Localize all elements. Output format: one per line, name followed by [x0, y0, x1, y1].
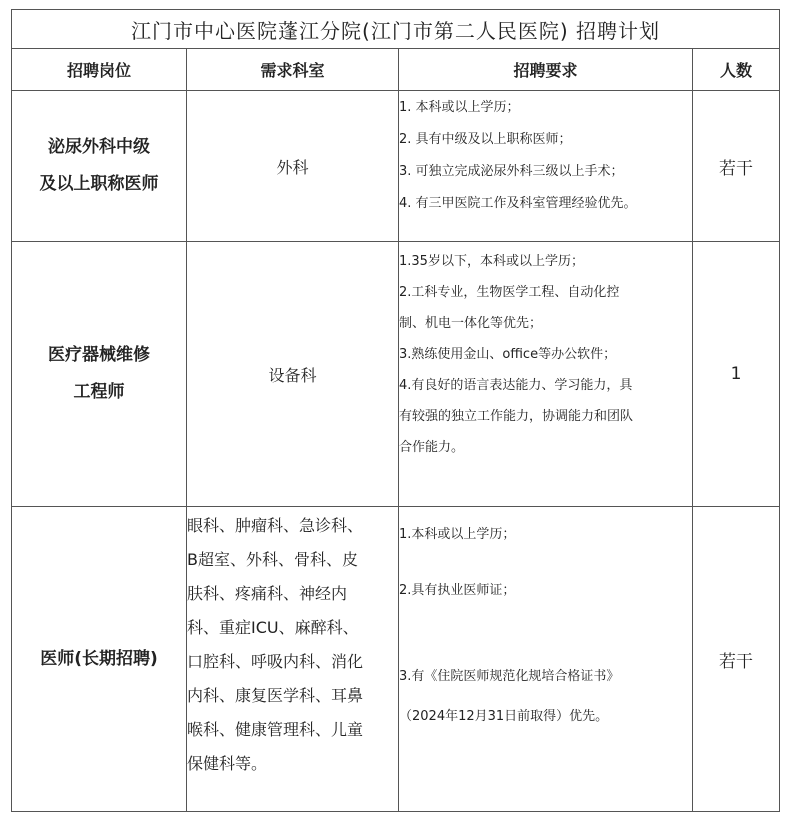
department-line: B超室、外科、骨科、皮 [187, 550, 358, 569]
requirement-item: 4.有良好的语言表达能力、学习能力，具 [399, 378, 633, 393]
requirement-item: 2. 具有中级及以上职称医师； [399, 132, 572, 147]
title-row [12, 10, 780, 49]
requirements-cell [399, 91, 693, 242]
recruitment-plan-table [11, 9, 780, 812]
table-title: 江门市中心医院蓬江分院(江门市第二人民医院) 招聘计划 [12, 10, 780, 49]
requirement-item: 3. 可独立完成泌尿外科三级以上手术； [399, 164, 624, 179]
position-cell: 医师(长期招聘) [12, 507, 187, 812]
department-line: 喉科、健康管理科、儿童 [187, 720, 364, 739]
requirement-item: 2.工科专业，生物医学工程、自动化控 [399, 285, 620, 300]
count-cell: 若干 [693, 507, 780, 812]
department-line: 口腔科、呼吸内科、消化 [187, 652, 364, 671]
department-line: 眼科、肿瘤科、急诊科、 [187, 516, 364, 535]
requirement-item: 有较强的独立工作能力，协调能力和团队 [399, 409, 634, 424]
position-line: 泌尿外科中级 [48, 137, 150, 157]
department-cell: 设备科 [187, 242, 399, 507]
count-cell: 若干 [693, 91, 780, 242]
header-row [12, 49, 780, 91]
requirement-item: 合作能力。 [399, 440, 465, 455]
position-line: 医疗器械维修 [48, 345, 150, 365]
position-cell [12, 91, 187, 242]
requirement-item: 1. 本科或以上学历； [399, 100, 520, 115]
requirement-item: 1.35岁以下，本科或以上学历； [399, 254, 584, 269]
position-cell [12, 242, 187, 507]
header-requirements: 招聘要求 [399, 49, 693, 91]
department-line: 肤科、疼痛科、神经内 [187, 584, 348, 603]
requirement-item: （2024年12月31日前取得）优先。 [399, 709, 609, 724]
table-row [12, 91, 780, 242]
requirements-cell [399, 507, 693, 812]
table-row [12, 242, 780, 507]
position-line: 工程师 [73, 382, 125, 402]
count-cell: 1 [693, 242, 780, 507]
department-cell: 外科 [187, 91, 399, 242]
requirements-cell [399, 242, 693, 507]
table-row [12, 507, 780, 812]
requirement-item: 3.熟练使用金山、office等办公软件； [399, 347, 617, 362]
department-line: 内科、康复医学科、耳鼻 [187, 686, 364, 705]
requirement-item: 制、机电一体化等优先； [399, 316, 543, 331]
header-count: 人数 [693, 49, 780, 91]
requirement-item: 4. 有三甲医院工作及科室管理经验优先。 [399, 196, 637, 211]
position-line: 及以上职称医师 [39, 174, 159, 194]
header-department: 需求科室 [187, 49, 399, 91]
requirement-item: 3.有《住院医师规范化规培合格证书》 [399, 669, 620, 684]
department-list-cell [187, 507, 399, 812]
department-line: 保健科等。 [187, 754, 268, 773]
requirement-item: 1.本科或以上学历； [399, 527, 516, 542]
department-line: 科、重症ICU、麻醉科、 [187, 618, 359, 637]
requirement-item: 2.具有执业医师证； [399, 583, 516, 598]
header-position: 招聘岗位 [12, 49, 187, 91]
